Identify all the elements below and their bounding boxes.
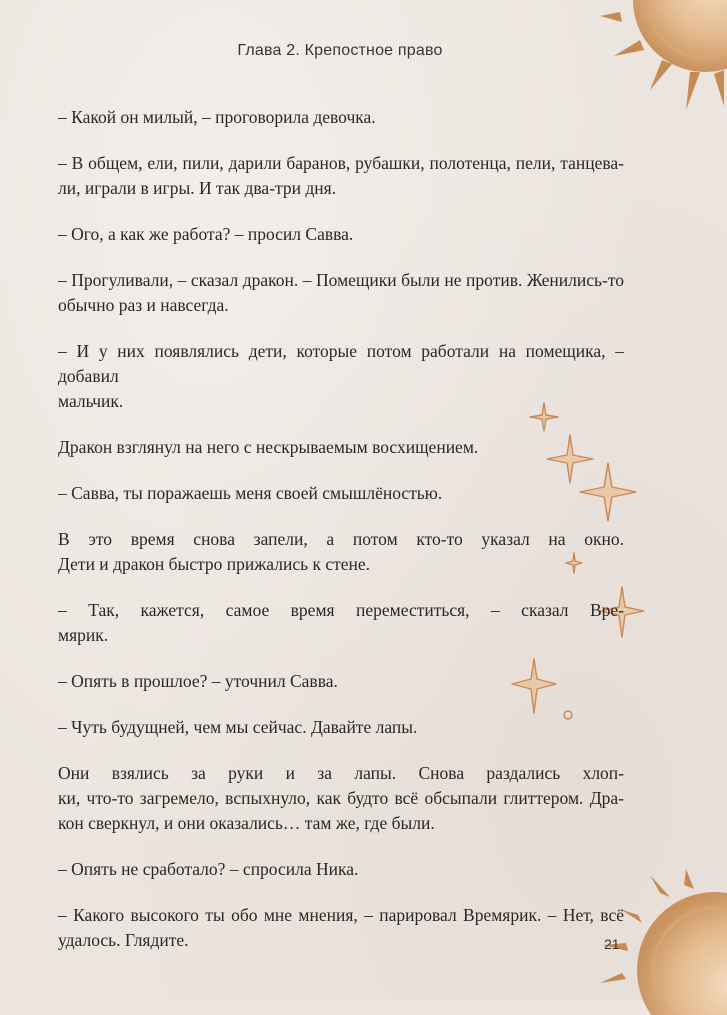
paragraph <box>58 857 624 882</box>
text-line: удалось. Глядите. <box>58 930 189 950</box>
text-line: В это время снова запели, а потом кто-то указал на окно. <box>58 529 624 549</box>
text-line: – Опять не сработало? – спросила Ника. <box>58 859 359 879</box>
running-title: Глава 2. Крепостное право <box>237 42 443 59</box>
paragraph <box>58 222 624 247</box>
text-line: Дети и дракон быстро прижались к стене. <box>58 554 371 574</box>
text-line: ли, играли в игры. И так два-три дня. <box>58 178 337 198</box>
text-line: – Какого высокого ты обо мне мнения, – парировал Времярик. – Нет, всё <box>58 905 624 925</box>
body-text <box>58 105 624 974</box>
paragraph <box>58 151 624 201</box>
paragraph <box>58 903 624 953</box>
text-line: кон сверкнул, и они оказались… там же, где были. <box>58 813 435 833</box>
text-line: Они взялись за руки и за лапы. Снова раздались хлоп- <box>58 763 624 783</box>
text-line: обычно раз и навсегда. <box>58 295 229 315</box>
text-line: ки, что-то загремело, вспыхнуло, как будто всё обсыпали глиттером. Дра- <box>58 788 624 808</box>
paragraph <box>58 339 624 414</box>
paragraph <box>58 435 624 460</box>
paragraph <box>58 715 624 740</box>
text-line: – Ого, а как же работа? – просил Савва. <box>58 224 354 244</box>
paragraph <box>58 527 624 577</box>
text-line: – И у них появлялись дети, которые потом работали на помещика, – добавил <box>58 341 624 386</box>
text-line: – В общем, ели, пили, дарили баранов, рубашки, полотенца, пели, танцева- <box>58 153 624 173</box>
paragraph <box>58 481 624 506</box>
paragraph <box>58 761 624 836</box>
page-number: 21 <box>604 936 620 952</box>
paragraph <box>58 105 624 130</box>
text-line: – Опять в прошлое? – уточнил Савва. <box>58 671 338 691</box>
paragraph <box>58 598 624 648</box>
text-line: – Какой он милый, – проговорила девочка. <box>58 107 376 127</box>
text-line: Дракон взглянул на него с нескрываемым восхищением. <box>58 437 479 457</box>
text-line: – Савва, ты поражаешь меня своей смышлёностью. <box>58 483 443 503</box>
paragraph <box>58 268 624 318</box>
text-line: мярик. <box>58 625 109 645</box>
paragraph <box>58 669 624 694</box>
text-line: – Так, кажется, самое время переместиться, – сказал Врe- <box>58 600 624 620</box>
text-line: – Прогуливали, – сказал дракон. – Помещики были не против. Женились-то <box>58 270 624 290</box>
text-line: мальчик. <box>58 391 124 411</box>
text-line: – Чуть будущней, чем мы сейчас. Давайте лапы. <box>58 717 418 737</box>
